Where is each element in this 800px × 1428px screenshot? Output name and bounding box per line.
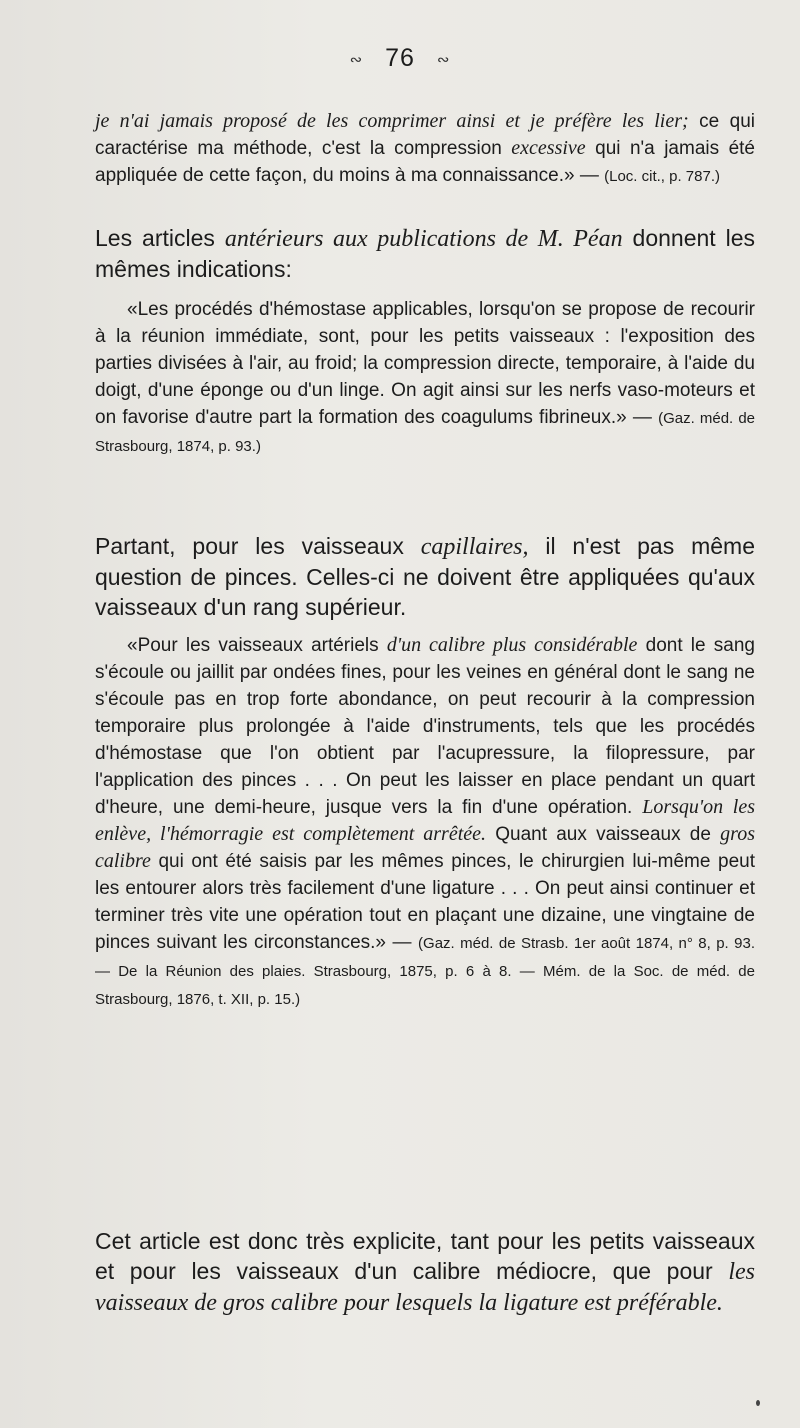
citation: (Gaz. méd. de Strasb. 1er août 1874, n° 8, p. 93. (418, 935, 755, 952)
page-number: 76 (385, 44, 415, 72)
italic-text: capillaires, (420, 534, 529, 560)
paragraph-articles-intro: Les articles antérieurs aux publications de M. Péan donnent les mêmes indications: (95, 225, 756, 282)
paragraph-quote-pinces: «Pour les vaisseaux artériels d'un calibre plus considérable dont le sang s'écoule ou jaillit par ondées fines, pour les veines en général dont le sang ne s'écoule pas en trop forte abondance, on peut recourir à la compression temporaire plus prolongée à l'aide d'instruments, tels que les procédés d'hémostase que l'on obtient par l'acupressure, la filopressure, par l'application des pinces . . . On peut les laisser en place pendant un quart d'heure, une demi-heure, jusque vers la fin d'une opération. Lorsqu'on les enlève, l'hémorragie est complètement arrêtée. Quant aux vaisseaux de gros calibre qui ont été saisis par les mêmes pinces, le chirurgien lui-même peut les entourer alors très facilement d'une ligature . . . On peut ainsi continuer et terminer très vite une opération tout en plaçant une dizaine, une vingtaine de pinces suivant les circonstances.» — (Gaz. méd. de Strasb. 1er août 1874, n° 8, p. 93. — De la Réunion des plaies. Strasbourg, 1875, p. 6 à 8. — Mém. de la Soc. de méd. de Strasbourg, 1876, t. XII, p. 15.) (95, 634, 755, 1008)
citation: Mém. de la Soc. de méd. de Strasbourg, 1876, t. XII, p. 15.) (95, 963, 755, 1008)
left-ornament-icon: ∾ (349, 51, 364, 69)
italic-text: antérieurs aux publications de M. Péan (224, 226, 623, 252)
paragraph-quote-hemostase: «Les procédés d'hémostase applicables, lorsqu'on se propose de recourir à la réunion immédiate, sont, pour les petits vaisseaux : l'exposition des parties divisées à l'air, au froid; la compression directe, temporaire, à l'aide du doigt, d'une éponge ou d'un linge. On agit ainsi sur les nerfs vaso-moteurs et on favorise d'autre part la formation des coagulums fibrineux.» — (Gaz. méd. de Strasbourg, 1874, p. 93.) (95, 299, 755, 455)
citation: (Gaz. méd. de Strasbourg, 1874, p. 93.) (95, 410, 755, 455)
italic-text: Lorsqu'on les enlève, l'hémorragie est complètement arrêtée. (95, 796, 755, 845)
italic-text: d'un calibre plus considérable (386, 634, 638, 656)
italic-text: je n'ai jamais proposé de les comprimer ainsi et je préfère les lier; (95, 110, 689, 132)
paragraph-quote-continuation: je n'ai jamais proposé de les comprimer ainsi et je préfère les lier; ce qui caractérise ma méthode, c'est la compression excessive qui n'a jamais été appliquée de cette façon, du moins à ma connaissance.» — (Loc. cit., p. 787.) (95, 110, 755, 186)
italic-text: les vaisseaux de gros calibre pour lesquels la ligature est préférable. (95, 1259, 755, 1316)
citation: (Loc. cit., p. 787.) (604, 168, 720, 185)
paragraph-conclusion: Cet article est donc très explicite, tant pour les petits vaisseaux et pour les vaisseaux d'un calibre médiocre, que pour les vaisseaux de gros calibre pour lesquels la ligature est préférable. (95, 1228, 755, 1316)
citation: — De la Réunion des plaies. Strasbourg, 1875, p. 6 à 8. — (95, 963, 544, 980)
paper-speck (756, 1400, 760, 1406)
italic-text: excessive (511, 137, 586, 159)
page-header (0, 44, 800, 73)
right-ornament-icon: ∾ (436, 51, 451, 69)
italic-text: gros calibre (95, 823, 755, 872)
paragraph-capillaires: Partant, pour les vaisseaux capillaires, il n'est pas même question de pinces. Celles-ci ne doivent être appliquées qu'aux vaisseaux d'un rang supérieur. (95, 533, 755, 620)
